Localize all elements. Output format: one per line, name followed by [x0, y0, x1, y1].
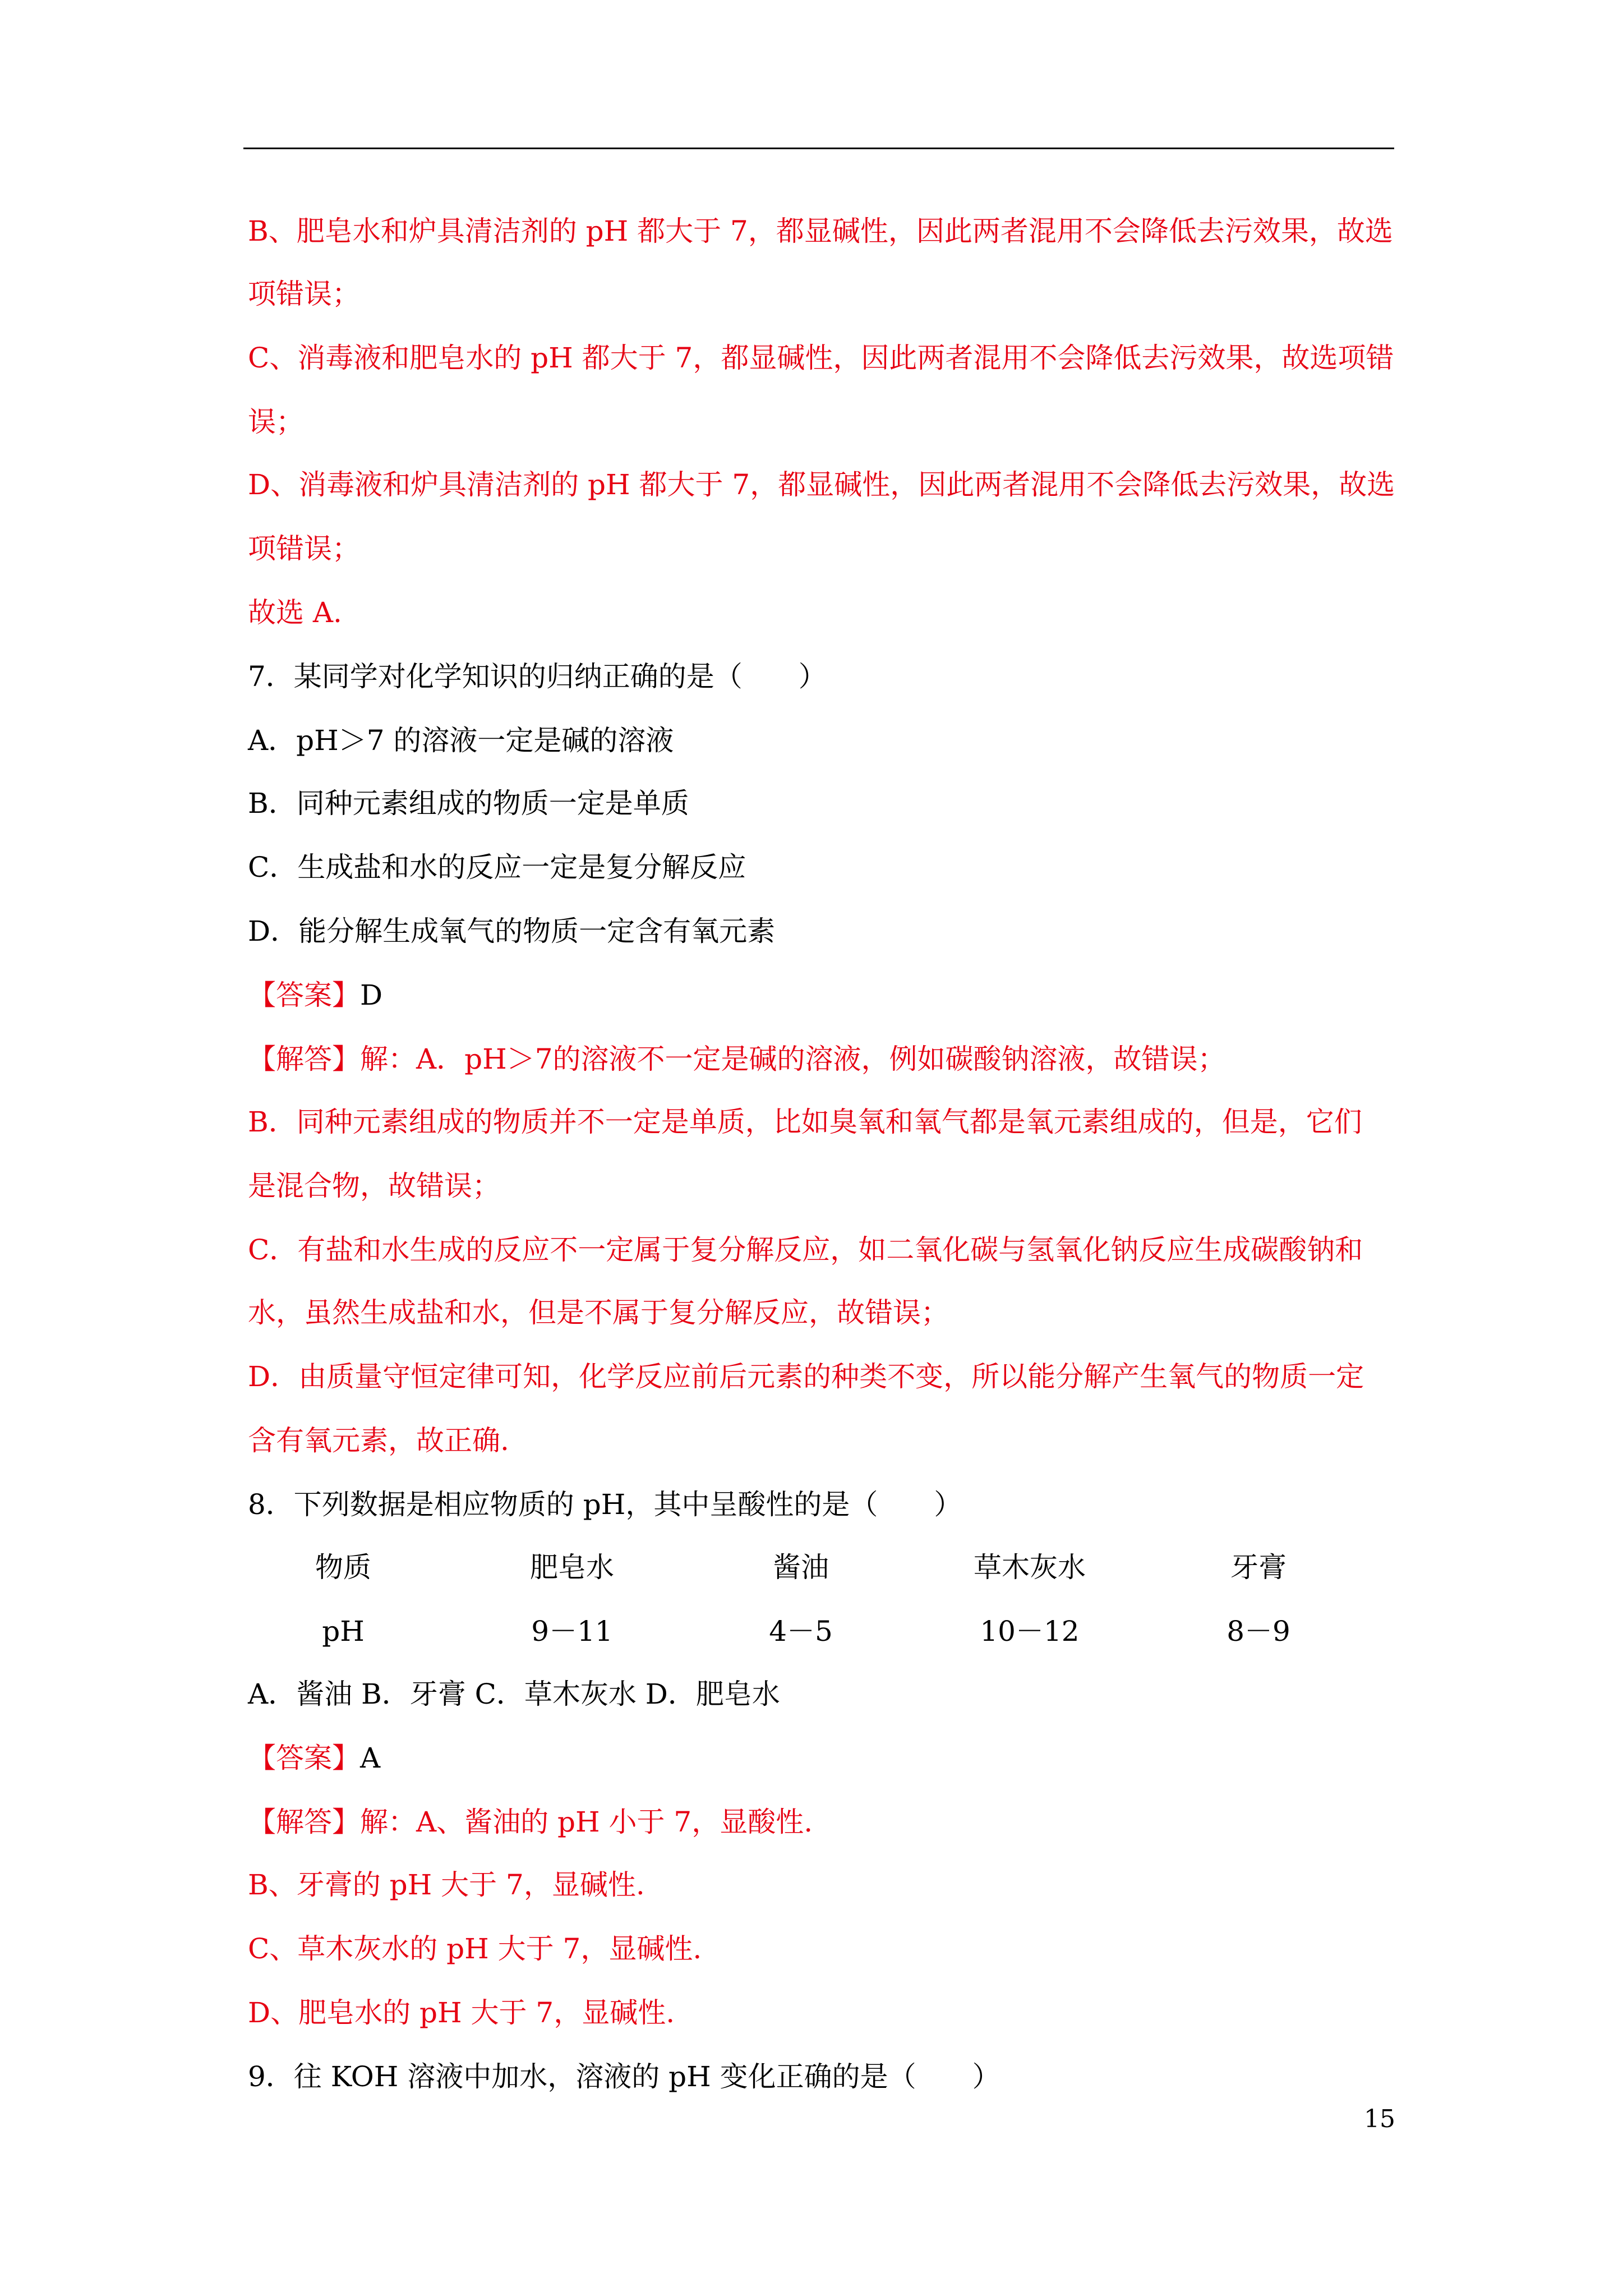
text-line: 是混合物，故错误； — [248, 1170, 500, 1202]
option-d: D．能分解生成氧气的物质一定含有氧元素 — [248, 915, 776, 947]
table-header-cell: 物质 — [315, 1551, 371, 1584]
table-header-cell: 肥皂水 — [530, 1551, 614, 1584]
text-line: 含有氧元素，故正确. — [248, 1424, 509, 1457]
table-header-cell: 牙膏 — [1230, 1551, 1287, 1584]
text-line: 故选 A. — [248, 596, 342, 629]
table-header-cell: 草木灰水 — [974, 1551, 1086, 1584]
header-rule — [243, 148, 1394, 149]
option-a: A．pH＞7 的溶液一定是碱的溶液 — [248, 724, 674, 757]
table-cell: 10－12 — [980, 1615, 1080, 1648]
text-line: 误； — [248, 406, 304, 438]
explanation-line — [248, 1805, 813, 1839]
explanation-label: 【解答】 — [248, 1806, 360, 1838]
text-line: C、草木灰水的 pH 大于 7，显碱性. — [248, 1932, 702, 1965]
answer-value: D — [360, 979, 383, 1011]
text-line: B．同种元素组成的物质并不一定是单质，比如臭氧和氧气都是氧元素组成的，但是，它们 — [248, 1106, 1362, 1138]
text-line: B、牙膏的 pH 大于 7，显碱性. — [248, 1869, 645, 1901]
table-cell: 9－11 — [531, 1615, 613, 1648]
question-7: 7．某同学对化学知识的归纳正确的是（ ） — [248, 660, 827, 693]
explanation-label: 【解答】 — [248, 1043, 360, 1075]
text-line: D、消毒液和炉具清洁剂的 pH 都大于 7，都显碱性，因此两者混用不会降低去污效果，故选 — [248, 468, 1395, 501]
text-line: 项错误； — [248, 278, 360, 310]
question-8-options: A．酱油 B．牙膏 C．草木灰水 D．肥皂水 — [248, 1678, 780, 1710]
text-line: D．由质量守恒定律可知，化学反应前后元素的种类不变，所以能分解产生氧气的物质一定 — [248, 1360, 1364, 1393]
answer-value: A — [360, 1742, 381, 1774]
text-line: 项错误； — [248, 532, 360, 565]
explanation-text: 解：A．pH＞7的溶液不一定是碱的溶液，例如碳酸钠溶液，故错误； — [360, 1043, 1226, 1075]
answer-label: 【答案】 — [248, 1742, 360, 1774]
page-number: 15 — [1364, 2105, 1395, 2133]
table-cell: 4－5 — [769, 1615, 833, 1648]
table-header-cell: 酱油 — [773, 1551, 829, 1584]
question-9: 9．往 KOH 溶液中加水，溶液的 pH 变化正确的是（ ） — [248, 2060, 1000, 2093]
explanation-text: 解：A、酱油的 pH 小于 7，显酸性. — [360, 1806, 813, 1838]
explanation-line — [248, 1042, 1226, 1076]
answer-line — [248, 1741, 380, 1775]
table-cell: 8－9 — [1227, 1615, 1290, 1648]
table-cell: pH — [322, 1615, 365, 1648]
option-c: C．生成盐和水的反应一定是复分解反应 — [248, 851, 746, 884]
text-line: 水，虽然生成盐和水，但是不属于复分解反应，故错误； — [248, 1296, 949, 1329]
text-line: C、消毒液和肥皂水的 pH 都大于 7，都显碱性，因此两者混用不会降低去污效果，故选项错 — [248, 342, 1394, 374]
text-line: C．有盐和水生成的反应不一定属于复分解反应，如二氧化碳与氢氧化钠反应生成碳酸钠和 — [248, 1234, 1363, 1266]
text-line: D、肥皂水的 pH 大于 7，显碱性. — [248, 1996, 675, 2029]
option-b: B．同种元素组成的物质一定是单质 — [248, 787, 689, 820]
answer-line — [248, 978, 382, 1012]
question-8: 8．下列数据是相应物质的 pH，其中呈酸性的是（ ） — [248, 1488, 962, 1521]
text-line: B、肥皂水和炉具清洁剂的 pH 都大于 7，都显碱性，因此两者混用不会降低去污效果，故选 — [248, 215, 1393, 247]
answer-label: 【答案】 — [248, 979, 360, 1011]
